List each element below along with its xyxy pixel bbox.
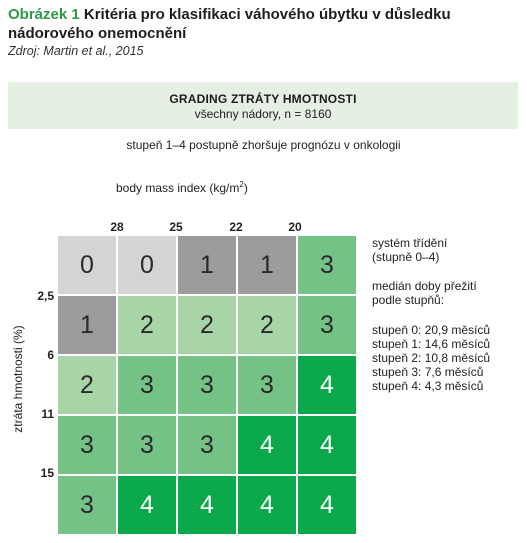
grade-cell: 1 bbox=[238, 236, 296, 294]
grade-cell: 4 bbox=[238, 416, 296, 474]
legend-system-line-2: (stupně 0–4) bbox=[372, 250, 440, 264]
legend-survival-list bbox=[372, 323, 490, 393]
grade-cell: 2 bbox=[178, 296, 236, 354]
grade-cell: 1 bbox=[58, 296, 116, 354]
col-tick: 28 bbox=[110, 220, 124, 234]
figure-number: Obrázek 1 bbox=[8, 6, 80, 23]
row-tick: 15 bbox=[40, 466, 54, 480]
grade-cell: 3 bbox=[298, 236, 356, 294]
grade-cell: 3 bbox=[118, 356, 176, 414]
col-tick: 25 bbox=[169, 220, 183, 234]
grading-grid bbox=[58, 236, 354, 532]
grade-cell: 2 bbox=[58, 356, 116, 414]
grade-cell: 2 bbox=[118, 296, 176, 354]
grade-cell: 3 bbox=[118, 416, 176, 474]
legend-system bbox=[372, 236, 447, 264]
legend-survival-line-1: medián doby přežití bbox=[372, 279, 477, 293]
legend-survival-item: stupeň 3: 7,6 měsíců bbox=[372, 365, 484, 379]
x-axis-label-text: body mass index (kg/m bbox=[116, 181, 240, 195]
grade-cell: 4 bbox=[298, 476, 356, 534]
col-tick: 20 bbox=[288, 220, 302, 234]
x-axis-label-end: ) bbox=[243, 181, 248, 195]
legend-survival-item: stupeň 0: 20,9 měsíců bbox=[372, 323, 491, 337]
grading-header-box bbox=[8, 82, 518, 129]
figure-source: Zdroj: Martin et al., 2015 bbox=[8, 44, 144, 58]
grade-cell: 3 bbox=[178, 356, 236, 414]
legend-survival-item: stupeň 1: 14,6 měsíců bbox=[372, 337, 491, 351]
grade-cell: 3 bbox=[58, 476, 116, 534]
grade-cell: 3 bbox=[298, 296, 356, 354]
grade-cell: 4 bbox=[238, 476, 296, 534]
legend-system-line-1: systém třídění bbox=[372, 236, 448, 250]
grade-cell: 1 bbox=[178, 236, 236, 294]
figure-title bbox=[8, 5, 518, 43]
legend-survival-line-2: podle stupňů: bbox=[372, 293, 445, 307]
grade-cell: 4 bbox=[298, 416, 356, 474]
grade-cell: 4 bbox=[118, 476, 176, 534]
legend-survival-item: stupeň 2: 10,8 měsíců bbox=[372, 351, 491, 365]
y-axis-label: ztráta hmotnosti (%) bbox=[11, 325, 25, 433]
col-tick: 22 bbox=[229, 220, 243, 234]
grade-cell: 0 bbox=[118, 236, 176, 294]
figure-title-text: Kritéria pro klasifikaci váhového úbytku v důsledku nádorového onemocnění bbox=[8, 6, 451, 42]
row-tick: 6 bbox=[47, 348, 54, 362]
x-axis-label bbox=[116, 180, 248, 195]
grade-cell: 3 bbox=[58, 416, 116, 474]
grading-title: GRADING ZTRÁTY HMOTNOSTI bbox=[169, 92, 357, 106]
legend-survival-item: stupeň 4: 4,3 měsíců bbox=[372, 379, 484, 393]
grading-subtitle: všechny nádory, n = 8160 bbox=[194, 107, 332, 121]
grade-cell: 3 bbox=[238, 356, 296, 414]
legend-survival bbox=[372, 279, 477, 307]
grade-cell: 0 bbox=[58, 236, 116, 294]
row-tick: 11 bbox=[41, 407, 54, 421]
grade-cell: 4 bbox=[298, 356, 356, 414]
grade-cell: 3 bbox=[178, 416, 236, 474]
row-tick: 2,5 bbox=[37, 289, 54, 303]
x-axis-label-sup: 2 bbox=[239, 180, 244, 189]
prognosis-note: stupeň 1–4 postupně zhoršuje prognózu v onkologii bbox=[126, 138, 401, 152]
grade-cell: 2 bbox=[238, 296, 296, 354]
grade-cell: 4 bbox=[178, 476, 236, 534]
